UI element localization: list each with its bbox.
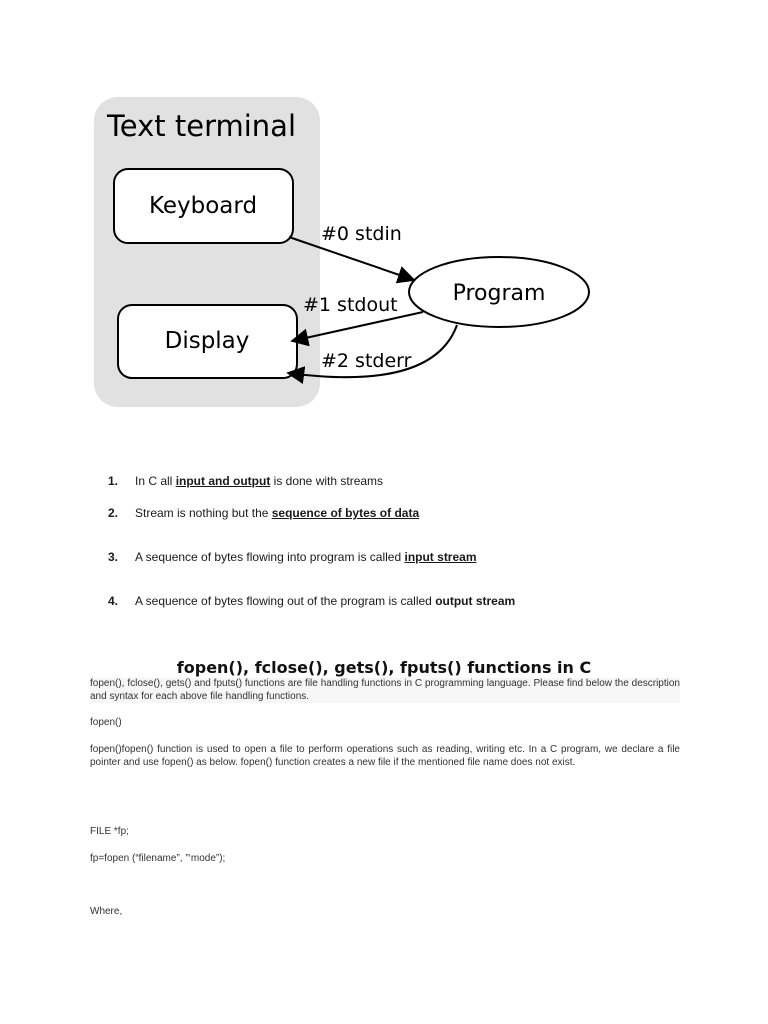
terminal-title: Text terminal: [107, 109, 297, 143]
list-item: 2. Stream is nothing but the sequence of bytes of data: [108, 506, 420, 520]
display-label: Display: [164, 328, 250, 354]
where-text: Where,: [90, 906, 123, 917]
stream-diagram: [0, 0, 768, 420]
stdin-label: #0 stdin: [321, 223, 402, 245]
intro-paragraph: fopen(), fclose(), gets() and fputs() functions are file handling functions in C programming language. Please find below the description and syntax for each above file handling functions.: [90, 678, 680, 702]
program-label: Program: [452, 281, 546, 306]
code-declaration: FILE *fp;: [90, 826, 129, 837]
list-item: 1. In C all input and output is done with streams: [108, 474, 384, 488]
section-heading: fopen(), fclose(), gets(), fputs() functions in C: [176, 658, 592, 677]
list-item: 4. A sequence of bytes flowing out of the program is called output stream: [108, 594, 516, 608]
stdout-label: #1 stdout: [303, 294, 398, 316]
fopen-description: fopen()fopen() function is used to open a file to perform operations such as reading, writing etc. In a C program, we declare a file pointer and use fopen() as below. fopen() function creates a new file if the mentioned file name does not exist.: [90, 744, 680, 768]
fopen-label: fopen(): [90, 717, 122, 728]
list-item: 3. A sequence of bytes flowing into program is called input stream: [108, 550, 477, 564]
stderr-label: #2 stderr: [321, 350, 412, 372]
code-fopen-call: fp=fopen (“filename”, ”‘mode”);: [90, 853, 226, 864]
keyboard-label: Keyboard: [148, 193, 258, 219]
